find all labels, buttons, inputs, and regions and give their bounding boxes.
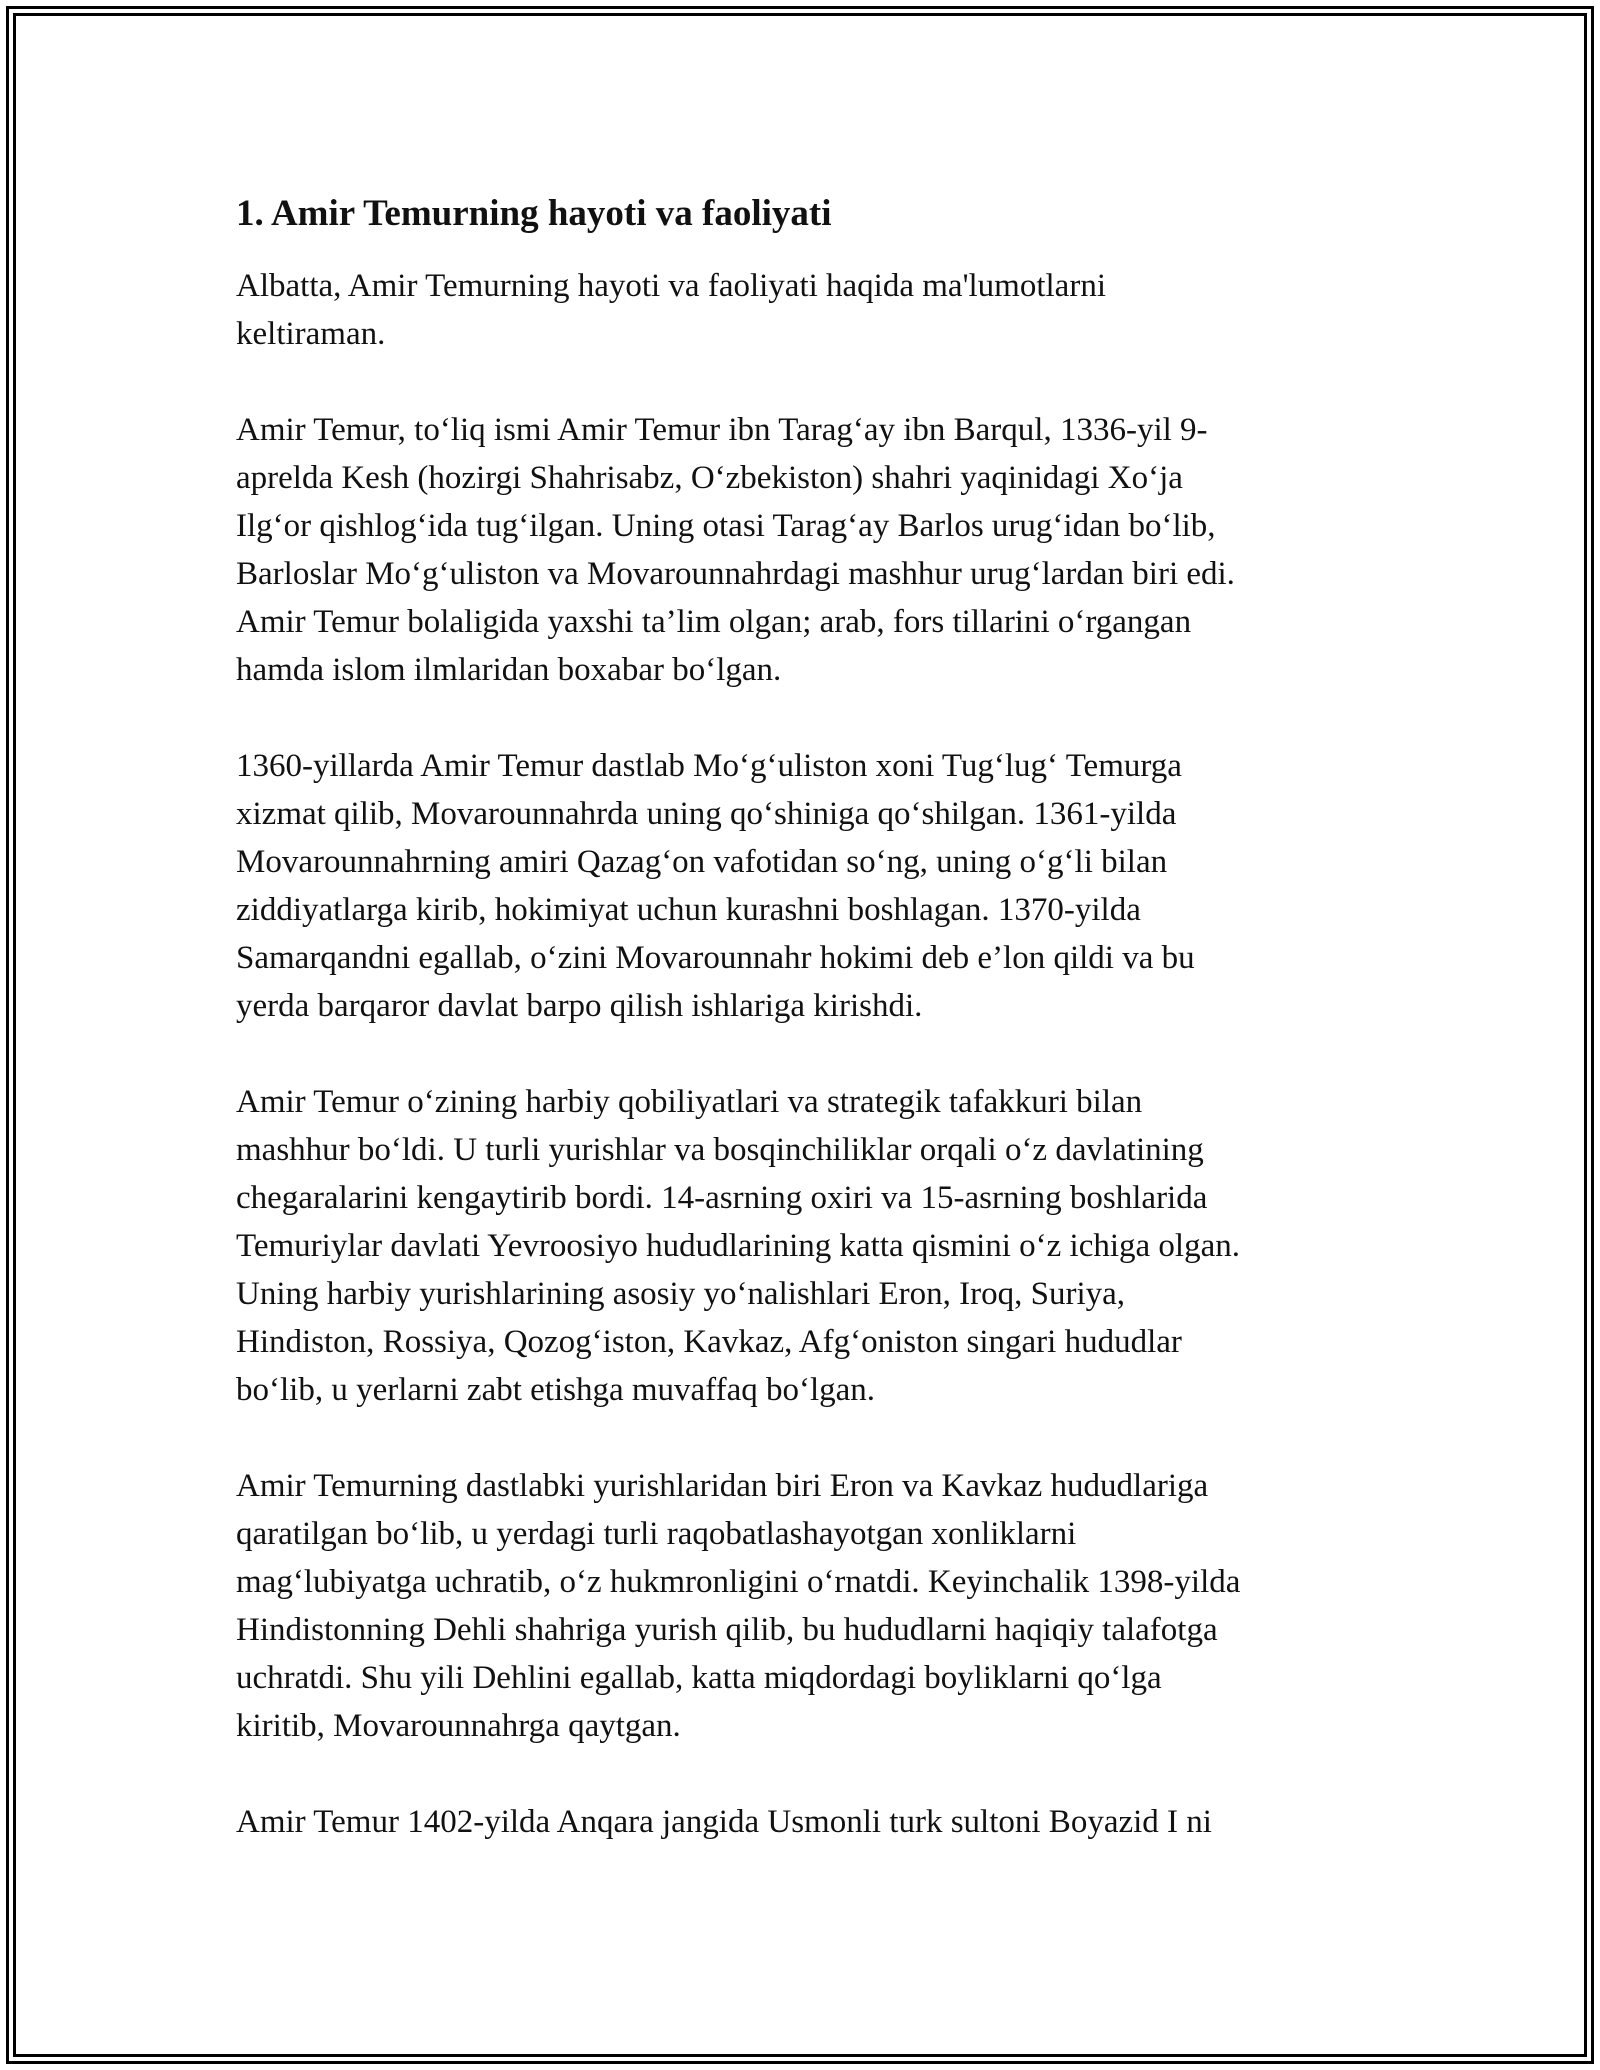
text-line: Hindistonning Dehli shahriga yurish qilib, bu hududlarni haqiqiy talafotga (236, 1612, 1218, 1648)
paragraph-intro (236, 262, 1386, 358)
text-line: Ilg‘or qishlog‘ida tug‘ilgan. Uning otasi Tarag‘ay Barlos urug‘idan bo‘lib, (236, 508, 1216, 544)
text-line: qaratilgan bo‘lib, u yerdagi turli raqobatlashayotgan xonliklarni (236, 1516, 1077, 1552)
text-line: Amir Temurning dastlabki yurishlaridan biri Eron va Kavkaz hududlariga (236, 1468, 1209, 1504)
text-line: Barloslar Mo‘g‘uliston va Movarounnahrdagi mashhur urug‘lardan biri edi. (236, 556, 1235, 592)
text-line: Hindiston, Rossiya, Qozog‘iston, Kavkaz, Afg‘oniston singari hududlar (236, 1324, 1182, 1360)
text-line: chegaralarini kengaytirib bordi. 14-asrning oxiri va 15-asrning boshlarida (236, 1180, 1208, 1216)
text-line: uchratdi. Shu yili Dehlini egallab, katta miqdordagi boyliklarni qo‘lga (236, 1660, 1162, 1696)
text-line: keltiraman. (236, 316, 386, 352)
text-line: yerda barqaror davlat barpo qilish ishlariga kirishdi. (236, 988, 923, 1024)
text-line: Amir Temur bolaligida yaxshi ta’lim olgan; arab, fors tillarini o‘rgangan (236, 604, 1192, 640)
paragraph-military (236, 1078, 1386, 1414)
text-line: Amir Temur o‘zining harbiy qobiliyatlari va strategik tafakkuri bilan (236, 1084, 1143, 1120)
paragraph-ankara (236, 1798, 1386, 1846)
text-line: Movarounnahrning amiri Qazag‘on vafotidan so‘ng, uning o‘g‘li bilan (236, 844, 1168, 880)
text-line: Uning harbiy yurishlarining asosiy yo‘nalishlari Eron, Iroq, Suriya, (236, 1276, 1126, 1312)
paragraph-rise-to-power (236, 742, 1386, 1030)
paragraph-campaigns (236, 1462, 1386, 1750)
document-body (236, 188, 1386, 1846)
text-line: ziddiyatlarga kirib, hokimiyat uchun kurashni boshlagan. 1370-yilda (236, 892, 1141, 928)
text-line: Albatta, Amir Temurning hayoti va faoliyati haqida ma'lumotlarni (236, 268, 1106, 304)
text-line: Samarqandni egallab, o‘zini Movarounnahr hokimi deb e’lon qildi va bu (236, 940, 1195, 976)
paragraph-birth (236, 406, 1386, 694)
text-line: Amir Temur, to‘liq ismi Amir Temur ibn Tarag‘ay ibn Barqul, 1336-yil 9- (236, 412, 1208, 448)
text-line: mag‘lubiyatga uchratib, o‘z hukmronligini o‘rnatdi. Keyinchalik 1398-yilda (236, 1564, 1241, 1600)
text-line: Temuriylar davlati Yevroosiyo hududlarining katta qismini o‘z ichiga olgan. (236, 1228, 1241, 1264)
text-line: mashhur bo‘ldi. U turli yurishlar va bosqinchiliklar orqali o‘z davlatining (236, 1132, 1204, 1168)
text-line: bo‘lib, u yerlarni zabt etishga muvaffaq bo‘lgan. (236, 1372, 876, 1408)
text-line: kiritib, Movarounnahrga qaytgan. (236, 1708, 681, 1744)
text-line: 1360-yillarda Amir Temur dastlab Mo‘g‘uliston xoni Tug‘lug‘ Temurga (236, 748, 1182, 784)
text-line: hamda islom ilmlaridan boxabar bo‘lgan. (236, 652, 782, 688)
text-line: aprelda Kesh (hozirgi Shahrisabz, O‘zbekiston) shahri yaqinidagi Xo‘ja (236, 460, 1183, 496)
text-line: Amir Temur 1402-yilda Anqara jangida Usmonli turk sultoni Boyazid I ni (236, 1804, 1212, 1840)
text-line: xizmat qilib, Movarounnahrda uning qo‘shiniga qo‘shilgan. 1361-yilda (236, 796, 1177, 832)
section-title: 1. Amir Temurning hayoti va faoliyati (236, 193, 832, 234)
